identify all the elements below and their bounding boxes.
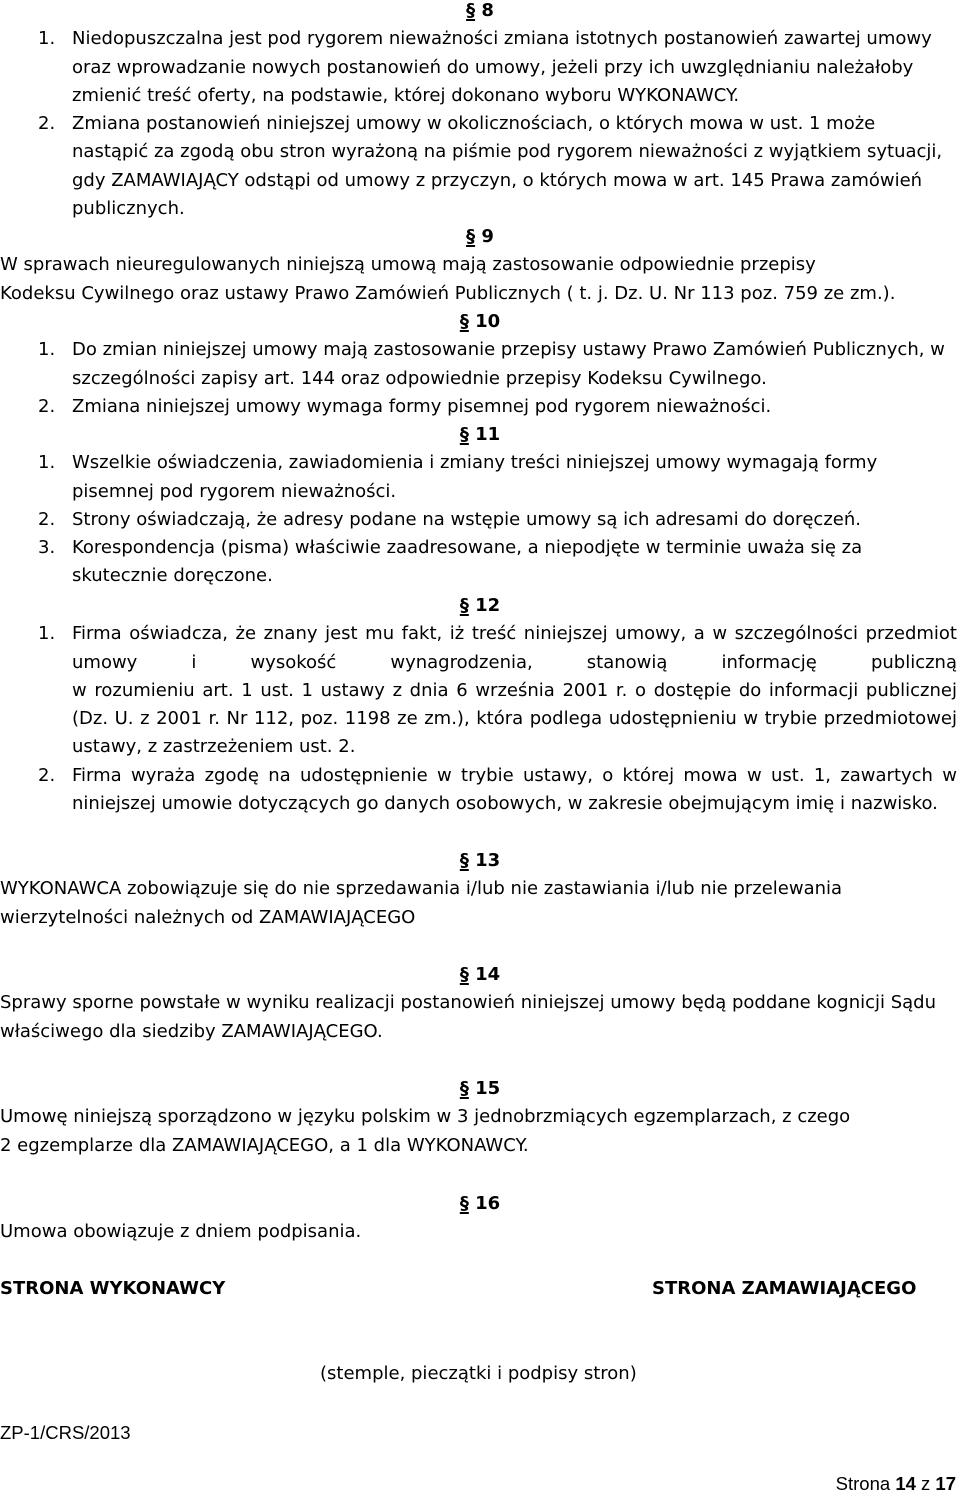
section-number: 16: [475, 1193, 501, 1214]
text-line: publicznych.: [72, 198, 185, 220]
text-line: zmienić treść oferty, na podstawie, której dokonano wyboru WYKONAWCY.: [72, 84, 740, 106]
list-number: 2.: [38, 508, 56, 530]
text-line: Firma oświadcza, że znany jest mu fakt, iż treść niniejszej umowy, a w szczególności przedmiot: [72, 623, 957, 645]
text-line: skutecznie doręczone.: [72, 565, 273, 587]
section-sign: §: [466, 0, 476, 21]
section-heading: [0, 961, 960, 989]
page-label: Strona: [835, 1473, 891, 1494]
section-sign: §: [459, 311, 469, 332]
text-line: niniejszej umowie dotyczących go danych osobowych, w zakresie obejmującym imię i nazwisko.: [72, 793, 938, 815]
section-9: [0, 223, 960, 308]
section-heading: [0, 847, 960, 875]
section-sign: §: [459, 595, 469, 616]
list-number: 1.: [38, 28, 56, 50]
list-number: 1.: [38, 339, 56, 361]
text-line: gdy ZAMAWIAJĄCY odstąpi od umowy z przyczyn, o których mowa w art. 145 Prawa zamówień: [72, 169, 923, 191]
text-line: Wszelkie oświadczenia, zawiadomienia i zmiany treści niniejszej umowy wymagają formy: [72, 452, 878, 474]
list-item: [0, 620, 960, 761]
text-line: Firma wyraża zgodę na udostępnienie w trybie ustawy, o której mowa w ust. 1, zawartych w: [72, 764, 957, 786]
list-item: [0, 393, 960, 421]
text-line: wierzytelności należnych od ZAMAWIAJĄCEGO: [0, 906, 416, 928]
text-line: ustawy, z zastrzeżeniem ust. 2.: [72, 736, 356, 758]
list-item: [0, 110, 960, 223]
text-line: Umowę niniejszą sporządzono w języku polskim w 3 jednobrzmiących egzemplarzach, z czego: [0, 1106, 851, 1128]
text-line: Niedopuszczalna jest pod rygorem nieważności zmiana istotnych postanowień zawartej umowy: [72, 28, 932, 50]
list-number: 2.: [38, 764, 56, 786]
section-number: 13: [475, 850, 501, 871]
text-line: nastąpić za zgodą obu stron wyrażoną na piśmie pod rygorem nieważności z wyjątkiem sytuacji,: [72, 141, 943, 163]
signature-note-row: [0, 1360, 960, 1389]
section-14: [0, 961, 960, 1046]
text-line: Strony oświadczają, że adresy podane na wstępie umowy są ich adresami do doręczeń.: [72, 508, 861, 530]
section-8: [0, 0, 960, 223]
section-number: 12: [475, 595, 501, 616]
section-number: 15: [475, 1078, 501, 1099]
text-line: W sprawach nieuregulowanych niniejszą umową mają zastosowanie odpowiednie przepisy: [0, 254, 816, 276]
section-sign: §: [459, 964, 469, 985]
text-line: w rozumieniu art. 1 ust. 1 ustawy z dnia 6 września 2001 r. o dostępie do informacji publicznej: [72, 679, 957, 701]
section-heading: [0, 0, 960, 25]
section-heading: [0, 592, 960, 620]
section-16: [0, 1190, 960, 1247]
list-number: 3.: [38, 537, 56, 559]
signature-note: (stemple, pieczątki i podpisy stron): [320, 1363, 637, 1384]
text-line: Kodeksu Cywilnego oraz ustawy Prawo Zamówień Publicznych ( t. j. Dz. U. Nr 113 poz. 759 ze zm.).: [0, 282, 896, 304]
text-line: WYKONAWCA zobowiązuje się do nie sprzedawania i/lub nie zastawiania i/lub nie przelewania: [0, 878, 843, 900]
page-separator: z: [921, 1473, 931, 1494]
section-12: [0, 592, 960, 818]
list-item: [0, 762, 960, 819]
list-item: [0, 449, 960, 506]
text-line: oraz wprowadzanie nowych postanowień do umowy, jeżeli przy ich uwzględnianiu należałoby: [72, 56, 914, 78]
list-item: [0, 336, 960, 393]
text-line: pisemnej pod rygorem nieważności.: [72, 480, 397, 502]
text-line: szczególności zapisy art. 144 oraz odpowiednie przepisy Kodeksu Cywilnego.: [72, 367, 767, 389]
document-reference: ZP-1/CRS/2013: [0, 1422, 131, 1443]
text-line: Zmiana niniejszej umowy wymaga formy pisemnej pod rygorem nieważności.: [72, 395, 772, 417]
text-line: Sprawy sporne powstałe w wyniku realizacji postanowień niniejszej umowy będą poddane kognicji Sądu: [0, 992, 937, 1014]
text-line: Korespondencja (pisma) właściwie zaadresowane, a niepodjęte w terminie uważa się za: [72, 537, 863, 559]
page-current: 14: [895, 1473, 916, 1494]
section-sign: §: [466, 226, 476, 247]
text-line: Zmiana postanowień niniejszej umowy w okolicznościach, o których mowa w ust. 1 może: [72, 113, 876, 135]
section-number: 8: [481, 0, 494, 21]
section-number: 14: [475, 964, 501, 985]
section-sign: §: [459, 424, 469, 445]
list-item: [0, 506, 960, 534]
text-line: umowy i wysokość wynagrodzenia, stanowią informację publiczną: [72, 651, 957, 673]
text-line: Do zmian niniejszej umowy mają zastosowanie przepisy ustawy Prawo Zamówień Publicznych, w: [72, 339, 945, 361]
section-13: [0, 847, 960, 932]
ordering-party-signature-label: STRONA ZAMAWIAJĄCEGO: [652, 1278, 917, 1299]
section-sign: §: [459, 1193, 469, 1214]
text-line: Umowa obowiązuje z dniem podpisania.: [0, 1221, 362, 1243]
list-number: 2.: [38, 395, 56, 417]
list-item: [0, 534, 960, 591]
section-heading: [0, 308, 960, 336]
section-11: [0, 421, 960, 591]
list-number: 1.: [38, 452, 56, 474]
section-heading: [0, 223, 960, 251]
page-total: 17: [935, 1473, 956, 1494]
section-10: [0, 308, 960, 421]
signature-row: [0, 1275, 960, 1304]
text-line: właściwego dla siedziby ZAMAWIAJĄCEGO.: [0, 1020, 383, 1042]
text-line: (Dz. U. z 2001 r. Nr 112, poz. 1198 ze zm.), która podlega udostępnieniu w trybie przedmiotowej: [72, 708, 957, 730]
section-heading: [0, 1075, 960, 1103]
text-line: 2 egzemplarze dla ZAMAWIAJĄCEGO, a 1 dla WYKONAWCY.: [0, 1134, 529, 1156]
section-15: [0, 1075, 960, 1160]
contractor-signature-label: STRONA WYKONAWCY: [0, 1278, 226, 1299]
section-number: 10: [475, 311, 501, 332]
section-sign: §: [459, 1078, 469, 1099]
section-heading: [0, 421, 960, 449]
section-sign: §: [459, 850, 469, 871]
section-number: 9: [481, 226, 494, 247]
section-number: 11: [475, 424, 501, 445]
page-number: [836, 1474, 956, 1494]
list-item: [0, 25, 960, 110]
list-number: 1.: [38, 623, 56, 645]
section-heading: [0, 1190, 960, 1218]
list-number: 2.: [38, 113, 56, 135]
